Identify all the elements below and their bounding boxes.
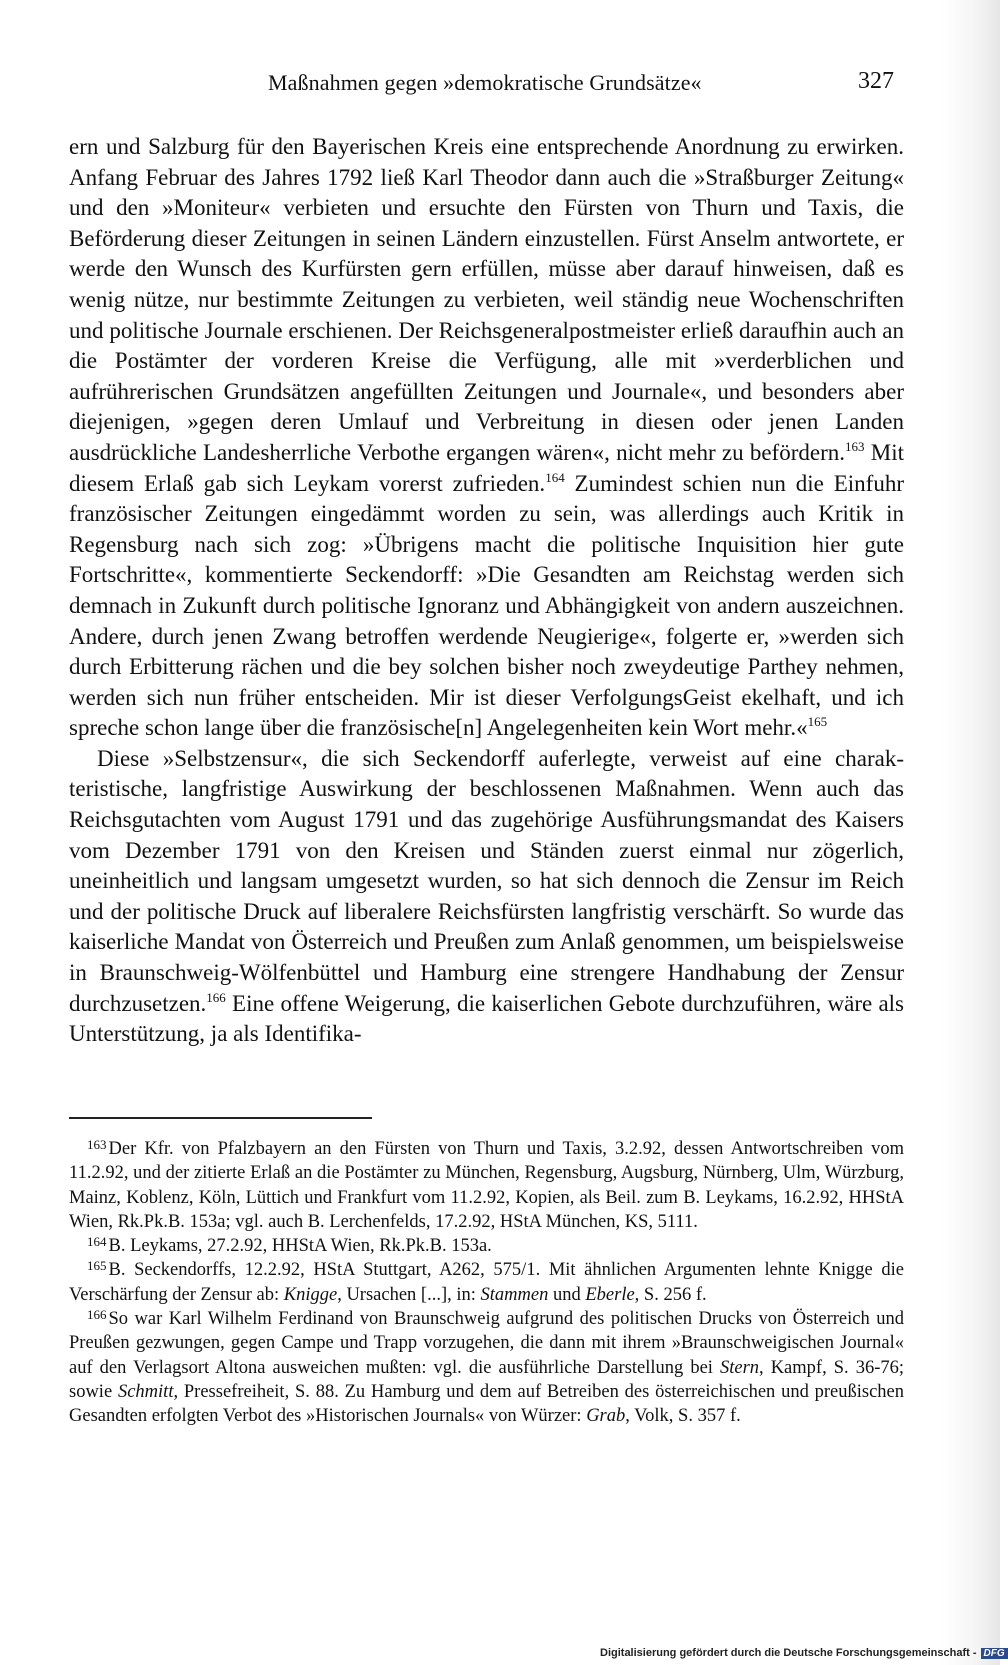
- footnote-text: So war Karl Wilhelm Ferdinand von Braunschweig aufgrund des politischen Drucks von Österreich und Preußen gezwungen, gegen Campe und Trapp vorzugehen, die dann mit ihrem »Braunschweigischen Journal« auf den Verlagsort Altona ausweichen mußten: vgl. die ausführliche Darstellung bei: [69, 1309, 904, 1378]
- footnote: [69, 1258, 904, 1307]
- paragraph-text: ern und Salzburg für den Bayerischen Kreis eine entsprechende Anordnung zu erwirken. Anfang Februar des Jahres 1792 ließ Karl Theodor dann auch die »Straßburger Zeitung« und den »Moniteur« verbieten und ersuchte den Fürsten von Thurn und Taxis, die Beförderung dieser Zeitungen in seinen Ländern einzustellen. Fürst Anselm antwortete, er werde den Wunsch des Kurfürsten gern erfüllen, müsse aber darauf hinweisen, daß es wenig nütze, nur bestimmte Zeitungen zu verbieten, weil ständig neue Wochenschriften und politische Journale erschienen. Der Reichsgeneralpostmeister erließ daraufhin auch an die Postämter der vorderen Kreise die Verfügung, alle mit »verderblichen und aufrührerischen Grundsätzen angefüllten Zeitungen und Journale«, und besonders aber diejenigen, »gegen deren Umlauf und Verbreitung in diesen oder jenen Landen ausdrückliche Landesherrliche Verbothe ergangen wären«, nicht mehr zu befördern.: [69, 134, 904, 465]
- credit-text: Digitalisierung gefördert durch die Deutsche Forschungsgemeinschaft -: [600, 1647, 977, 1659]
- paragraph: [69, 744, 904, 1050]
- paragraph-text: Eine offene Weigerung, die kaiserlichen Gebote durchzuführen, wäre als Unterstützung, ja als Identifika-: [69, 990, 904, 1047]
- footnote-reference: 166: [206, 989, 226, 1005]
- footnotes: [69, 1137, 904, 1429]
- paragraph: [69, 132, 904, 744]
- footnote: [69, 1307, 904, 1428]
- footnote-text: , S. 256 f.: [634, 1284, 707, 1305]
- footnote-reference: 163: [845, 438, 865, 454]
- footnote-text: , Ursachen [...], in:: [337, 1284, 481, 1305]
- footnote-text: , Kampf, S. 36-76; sowie: [69, 1357, 904, 1402]
- author-name: Knigge: [283, 1284, 338, 1305]
- page-number: 327: [858, 68, 894, 94]
- author-name: Eberle: [585, 1284, 635, 1305]
- footnote-reference: 165: [807, 714, 828, 730]
- footnote: [69, 1234, 904, 1258]
- paragraph-text: Zumindest schien nun die Einfuhr französischer Zeitungen eingedämmt worden zu sein, was allerdings auch Kritik in Regensburg nach sich zog: »Übrigens macht die politische Inquisition hier gute Fortschritte«, kommentierte Seckendorff: »Die Gesandten am Reichstag werden sich demnach in Zukunft durch politische Ignoranz und Abhängigkeit von andern auszeichnen. Andere, durch jenen Zwang betroffen werdende Neugierige«, folgerte er, »werden sich durch Erbitterung rächen und die bey solchen bisher noch zweydeutige Parthey nehmen, werden sich nun früher entscheiden. Mir ist dieser VerfolgungsGeist ekelhaft, und ich spreche schon lange über die französische[n] Angelegenheiten kein Wort mehr.«: [69, 470, 904, 741]
- paragraph-text: Mit diesem Erlaß gab sich Leykam vorerst zufrieden.: [69, 439, 904, 496]
- digitization-credit: [600, 1647, 1008, 1659]
- footnote-text: Der Kfr. von Pfalzbayern an den Fürsten von Thurn und Taxis, 3.2.92, dessen Antwortschreiben vom 11.2.92, und der zitierte Erlaß an die Postämter zu München, Regensburg, Augsburg, Nürnberg, Ulm, Würzburg, Mainz, Koblenz, Köln, Lüttich und Frankfurt vom 11.2.92, Kopien, als Beil. zum B. Leykams, 16.2.92, HHStA Wien, Rk.Pk.B. 153a; vgl. auch B. Lerchenfelds, 17.2.92, HStA München, KS, 5111.: [69, 1139, 904, 1232]
- footnote-text: B. Seckendorffs, 12.2.92, HStA Stuttgart, A262, 575/1. Mit ähnlichen Argumenten lehnte Knigge die Verschärfung der Zensur ab:: [69, 1260, 904, 1305]
- footnote-text: , Volk, S. 357 f.: [625, 1406, 741, 1427]
- paragraph-text: Diese »Selbstzensur«, die sich Seckendorff auferlegte, verweist auf eine charakteristische, langfristige Auswirkung der beschlossenen Maßnahmen. Wenn auch das Reichsgutachten vom August 1791 und das zugehörige Ausführungsmandat des Kaisers vom Dezember 1791 von den Kreisen und Ständen zuerst einmal nur zögerlich, uneinheitlich und langsam umgesetzt wurden, so hat sich dennoch die Zensur im Reich und der politische Druck auf liberalere Reichsfürsten langfristig verschärft. So wurde das kaiserliche Mandat von Österreich und Preußen zum Anlaß genommen, um beispielsweise in Braunschweig-Wölfenbüttel und Hamburg eine strengere Handhabung der Zensur durchzusetzen.: [69, 745, 904, 1016]
- scan-page-edge: [942, 0, 1000, 1665]
- footnote-reference: 164: [545, 469, 565, 485]
- footnote-number: 165: [87, 1258, 107, 1274]
- dfg-logo: DFG: [981, 1648, 1008, 1659]
- footnote-divider: [69, 1117, 372, 1119]
- footnote-number: 164: [87, 1234, 107, 1250]
- footnote: [69, 1137, 904, 1234]
- author-name: Stern: [719, 1357, 760, 1378]
- running-title: Maßnahmen gegen »demokratische Grundsätze«: [268, 70, 702, 95]
- footnote-number: 163: [87, 1137, 107, 1152]
- author-name: Schmitt: [117, 1381, 174, 1402]
- footnote-text: B. Leykams, 27.2.92, HHStA Wien, Rk.Pk.B. 153a.: [108, 1236, 492, 1257]
- author-name: Stammen: [480, 1284, 549, 1305]
- footnote-number: 166: [87, 1307, 107, 1323]
- author-name: Grab: [586, 1406, 626, 1427]
- footnote-text: , Pressefreiheit, S. 88. Zu Hamburg und dem auf Betreiben des österreichischen und preußischen Gesandten erfolgten Verbot des »Historischen Journals« von Würzer:: [69, 1381, 905, 1427]
- main-text: [69, 132, 904, 1050]
- footnote-text: und: [548, 1284, 586, 1305]
